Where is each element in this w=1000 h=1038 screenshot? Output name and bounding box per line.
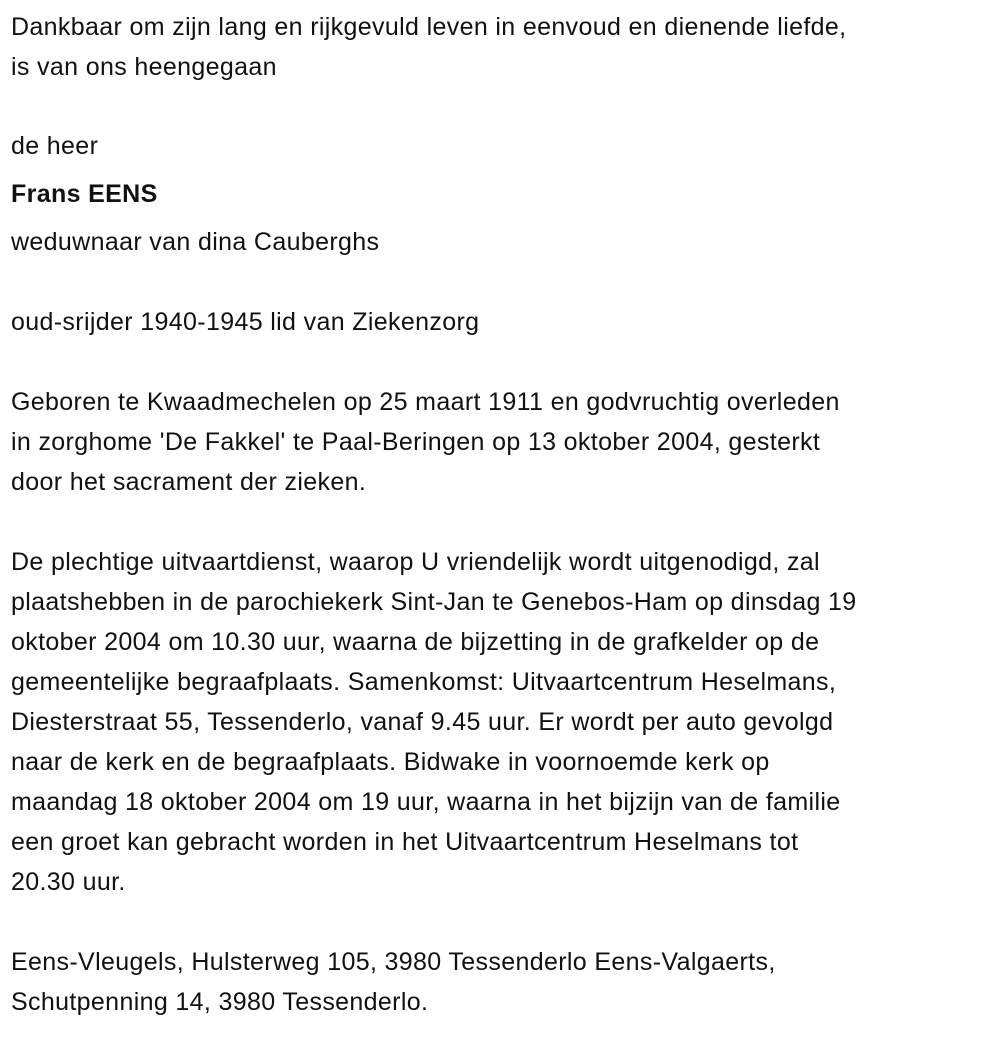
service-line: oktober 2004 om 10.30 uur, waarna de bijzetting in de grafkelder op de — [11, 628, 820, 656]
birth-death-line: door het sacrament der zieken. — [11, 468, 367, 496]
birth-death-line: Geboren te Kwaadmechelen op 25 maart 1911 en godvruchtig overleden — [11, 388, 840, 416]
service-line: Diesterstraat 55, Tessenderlo, vanaf 9.45 uur. Er wordt per auto gevolgd — [11, 708, 834, 736]
service-line: naar de kerk en de begraafplaats. Bidwake in voornoemde kerk op — [11, 748, 770, 776]
intro-line: Dankbaar om zijn lang en rijkgevuld leven in eenvoud en dienende liefde, — [11, 13, 847, 41]
salutation: de heer — [11, 132, 99, 160]
birth-death-line: in zorghome 'De Fakkel' te Paal-Beringen op 13 oktober 2004, gesterkt — [11, 428, 821, 456]
service-line: maandag 18 oktober 2004 om 19 uur, waarna in het bijzijn van de familie — [11, 788, 841, 816]
spouse-line: weduwnaar van dina Cauberghs — [11, 228, 380, 256]
service-line: een groet kan gebracht worden in het Uitvaartcentrum Heselmans tot — [11, 828, 799, 856]
affiliation-line: oud-srijder 1940-1945 lid van Ziekenzorg — [11, 308, 480, 336]
intro-line: is van ons heengegaan — [11, 53, 277, 81]
address-line: Eens-Vleugels, Hulsterweg 105, 3980 Tessenderlo Eens-Valgaerts, — [11, 948, 776, 976]
deceased-name: Frans EENS — [11, 180, 158, 208]
service-line: 20.30 uur. — [11, 868, 126, 896]
service-line: plaatshebben in de parochiekerk Sint-Jan te Genebos-Ham op dinsdag 19 — [11, 588, 857, 616]
address-line: Schutpenning 14, 3980 Tessenderlo. — [11, 988, 429, 1016]
service-line: De plechtige uitvaartdienst, waarop U vriendelijk wordt uitgenodigd, zal — [11, 548, 820, 576]
service-line: gemeentelijke begraafplaats. Samenkomst: Uitvaartcentrum Heselmans, — [11, 668, 837, 696]
